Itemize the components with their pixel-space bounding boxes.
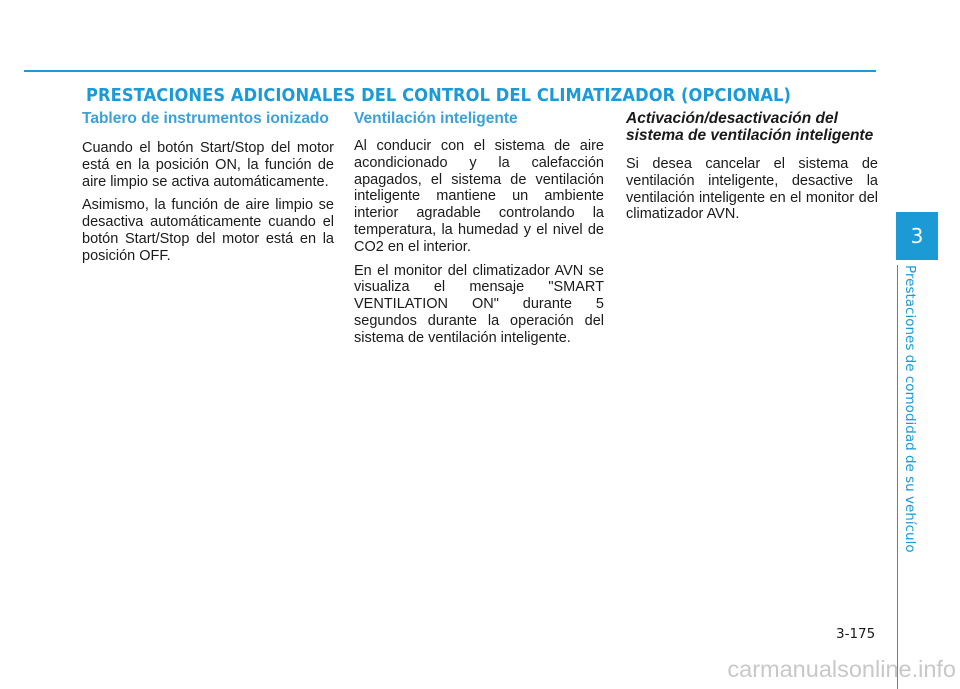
watermark: carmanualsonline.info	[727, 656, 956, 682]
paragraph: Cuando el botón Start/Stop del motor está en la posición ON, la función de aire limpio se activa automáticamente.	[82, 140, 334, 190]
sidebar-divider	[897, 265, 898, 689]
paragraph: Al conducir con el sistema de aire acondicionado y la calefacción apagados, el sistema de ventilación inteligente mantiene un ambiente interior agradable controlando la temperatura, la humedad y el nivel de CO2 en el interior.	[354, 138, 604, 255]
chapter-tab	[896, 212, 938, 260]
chapter-label: Prestaciones de comodidad de su vehículo	[902, 265, 918, 553]
section-heading-smart-ventilation: Ventilación inteligente	[354, 110, 518, 127]
section-heading-activation: Activación/desactivación del sistema de ventilación inteligente	[626, 110, 874, 144]
top-divider	[24, 70, 876, 72]
column-smart-ventilation	[354, 110, 604, 354]
chapter-number: 3	[910, 224, 924, 248]
page-title: PRESTACIONES ADICIONALES DEL CONTROL DEL CLIMATIZADOR (OPCIONAL)	[86, 86, 792, 106]
section-heading-ionized: Tablero de instrumentos ionizado	[82, 110, 329, 127]
paragraph: Si desea cancelar el sistema de ventilación inteligente, desactive la ventilación inteligente en el monitor del climatizador AVN.	[626, 156, 878, 223]
paragraph: En el monitor del climatizador AVN se visualiza el mensaje "SMART VENTILATION ON" durante 5 segundos durante la operación del sistema de ventilación inteligente.	[354, 262, 604, 346]
page-number: 3-175	[836, 626, 876, 642]
column-activation	[626, 110, 878, 230]
column-ionized-dashboard	[82, 110, 334, 272]
paragraph: Asimismo, la función de aire limpio se desactiva automáticamente cuando el botón Start/Stop del motor está en la posición OFF.	[82, 197, 334, 264]
